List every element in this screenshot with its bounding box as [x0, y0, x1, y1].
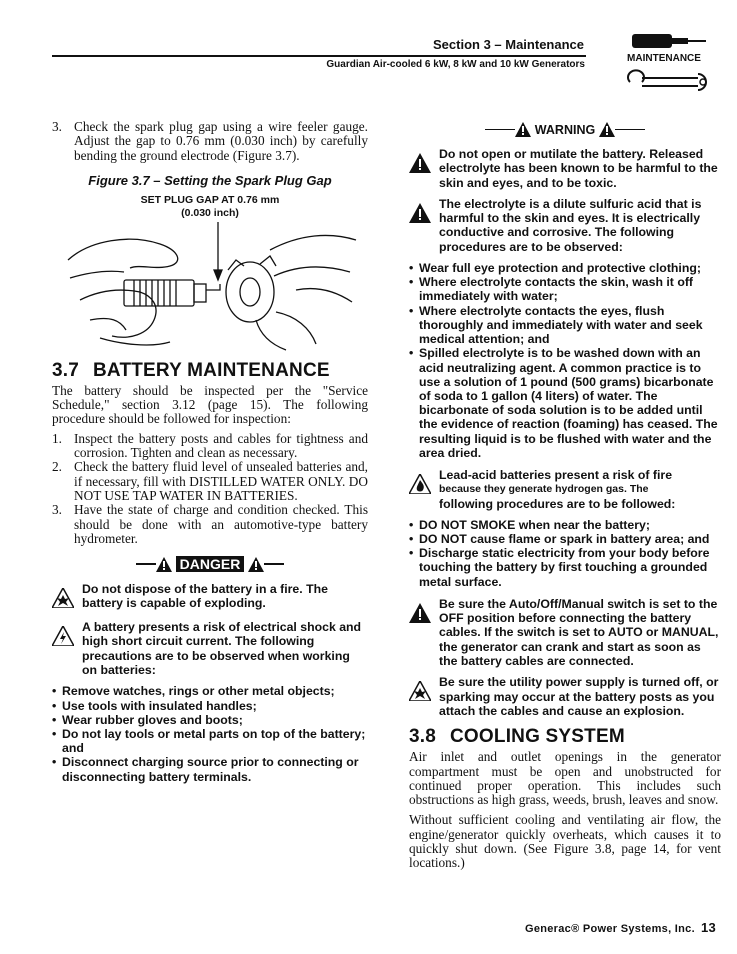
header-rule	[52, 55, 586, 57]
warning-alert: Be sure the Auto/Off/Manual switch is set to the OFF position before connecting the battery cables. If the switch is set to AUTO or MANUAL, the generator can crank and start as soon as the battery cables are connected.	[409, 597, 721, 668]
figure-callout: SET PLUG GAP AT 0.76 mm (0.030 inch)	[140, 193, 280, 219]
list-item: 3. Check the spark plug gap using a wire feeler gauge. Adjust the gap to 0.76 mm (0.030 inch) by carefully bending the ground electrode (Figure 3.7).	[52, 119, 368, 163]
footer-company: Generac® Power Systems, Inc.	[524, 923, 695, 935]
list-item: • Do not lay tools or metal parts on top of the battery; and	[52, 727, 368, 755]
spark-plug-gap-illustration	[60, 220, 360, 352]
list-item: • Discharge static electricity from your body before touching the battery by first touching a grounded metal surface.	[409, 546, 721, 589]
warning-triangle-icon	[248, 557, 264, 572]
header-section-title: Section 3 – Maintenance	[433, 37, 584, 52]
list-item: 2. Check the battery fluid level of unsealed batteries and, if necessary, fill with DISTILLED WATER ONLY. DO NOT USE TAP WATER IN BATTERIES.	[52, 459, 368, 503]
electric-shock-icon	[52, 626, 74, 646]
explosion-hazard-icon	[52, 588, 74, 608]
header-tab-label: MAINTENANCE	[627, 53, 701, 64]
danger-precautions	[52, 684, 368, 783]
list-item: • Where electrolyte contacts the eyes, flush thoroughly and immediately with water and seek medical attention; and	[409, 304, 721, 347]
paragraph: Without sufficient cooling and ventilating air flow, the engine/generator quickly overheats, which causes it to quickly shut down. (See Figure 3.8, page 14, for vent locations.)	[409, 812, 721, 871]
list-item: 3. Have the state of charge and condition checked. This should be done with an automotive-type battery hydrometer.	[52, 502, 368, 546]
list-item: • DO NOT SMOKE when near the battery;	[409, 518, 721, 532]
danger-alert: Do not dispose of the battery in a fire. The battery is capable of exploding.	[52, 582, 368, 613]
figure-caption: Figure 3.7 – Setting the Spark Plug Gap	[88, 172, 332, 188]
warning-alert: Be sure the utility power supply is turned off, or sparking may occur at the battery posts as you attach the cables and cause an explosion.	[409, 675, 721, 718]
section-intro: The battery should be inspected per the "Service Schedule," section 3.12 (page 15). The following procedure should be followed for inspection:	[52, 382, 368, 427]
list-item: • DO NOT cause flame or spark in battery area; and	[409, 532, 721, 546]
warning-triangle-icon	[409, 203, 431, 223]
list-item: • Use tools with insulated handles;	[52, 699, 368, 713]
section-heading-battery: 3.7 BATTERY MAINTENANCE	[52, 359, 330, 381]
paragraph: Air inlet and outlet openings in the generator compartment must be open and unobstructed for continued proper operation. This includes such obstructions as high grass, weeds, brush, leaves and snow.	[409, 749, 721, 808]
danger-alert: A battery presents a risk of electrical shock and high short circuit current. The following precautions are to be observed when working on batteries:	[52, 620, 368, 677]
inspection-steps	[52, 432, 368, 546]
list-item: • Wear full eye protection and protective clothing;	[409, 261, 721, 275]
warning-triangle-icon	[599, 122, 615, 137]
electrolyte-precautions	[409, 261, 721, 460]
warning-alert: The electrolyte is a dilute sulfuric acid that is harmful to the skin and eyes. It is electrically conductive and corrosive. The following procedures are to be observed:	[409, 197, 721, 254]
warning-triangle-icon	[409, 603, 431, 623]
explosion-hazard-icon	[409, 681, 431, 701]
list-item: • Spilled electrolyte is to be washed down with an acid neutralizing agent. A common practice is to use a solution of 1 pound (500 grams) bicarbonate of soda to 1 gallon (4 liters) of water. The bicarbonate of soda solution is to be added until the evidence of reaction (foaming) has ceased. The resulting liquid is to be flushed with water and the area dried.	[409, 346, 721, 460]
page-footer	[480, 920, 716, 935]
danger-banner	[52, 556, 368, 572]
list-item: • Disconnect charging source prior to connecting or disconnecting battery terminals.	[52, 755, 368, 783]
header-subtitle: Guardian Air-cooled 6 kW, 8 kW and 10 kW Generators	[326, 59, 585, 70]
warning-triangle-icon	[515, 122, 531, 137]
warning-alert: Lead-acid batteries present a risk of fire because they generate hydrogen gas. The following procedures are to be followed:	[409, 468, 721, 511]
right-column	[409, 120, 721, 871]
warning-triangle-icon	[409, 153, 431, 173]
warning-label: WARNING	[534, 122, 596, 137]
list-item: • Remove watches, rings or other metal objects;	[52, 684, 368, 698]
list-item: • Where electrolyte contacts the skin, wash it off immediately with water;	[409, 275, 721, 303]
list-item: • Wear rubber gloves and boots;	[52, 713, 368, 727]
fire-hazard-icon	[409, 474, 431, 494]
fire-precautions	[409, 518, 721, 589]
warning-triangle-icon	[156, 557, 172, 572]
left-column	[52, 120, 368, 784]
danger-label: DANGER	[176, 556, 245, 572]
section-heading-cooling: 3.8 COOLING SYSTEM	[409, 726, 625, 748]
warning-alert: Do not open or mutilate the battery. Released electrolyte has been known to be harmful to the skin and eyes, and to be toxic.	[409, 147, 721, 190]
page-number: 13	[700, 920, 716, 935]
list-item: 1. Inspect the battery posts and cables for tightness and corrosion. Tighten and clean as necessary.	[52, 430, 368, 461]
warning-banner	[409, 122, 721, 137]
